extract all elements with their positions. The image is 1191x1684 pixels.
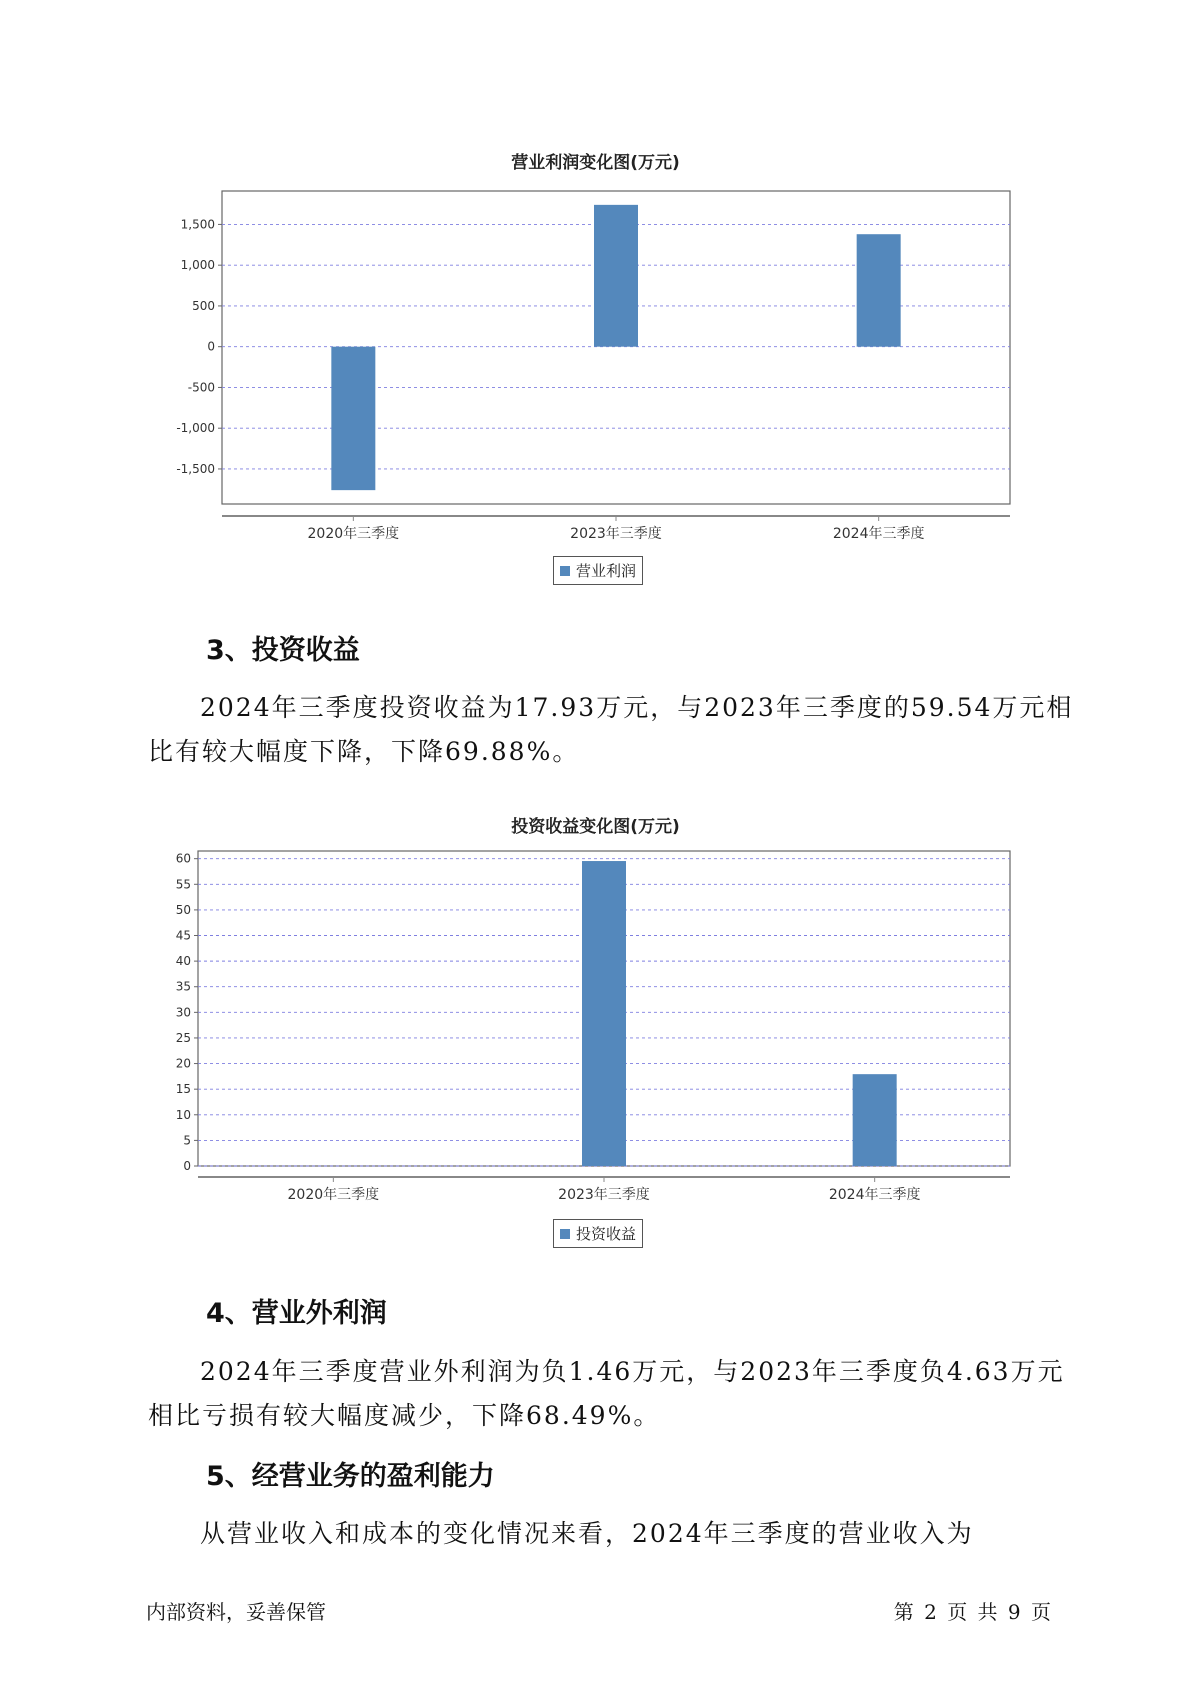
x-tick-label: 2020年三季度	[287, 1187, 380, 1203]
y-tick-label: 10	[175, 1107, 191, 1122]
y-tick-label: 15	[175, 1082, 191, 1097]
y-tick-label: -1,500	[176, 461, 215, 476]
paragraph-line: 相比亏损有较大幅度减少，下降68.49%。	[148, 1401, 661, 1430]
y-tick-label: 1,500	[180, 217, 215, 232]
paragraph-line: 2024年三季度投资收益为17.93万元，与2023年三季度的59.54万元相	[200, 693, 1074, 722]
y-tick-label: 5	[183, 1133, 191, 1148]
paragraph-profitability	[148, 1512, 1048, 1556]
chart-title-operating-profit: 营业利润变化图(万元)	[511, 153, 680, 173]
y-tick-label: 60	[175, 851, 191, 866]
paragraph-line: 比有较大幅度下降，下降69.88%。	[148, 737, 580, 766]
y-tick-label: 55	[175, 877, 191, 892]
y-tick-label: -500	[187, 380, 215, 395]
y-tick-label: 500	[192, 298, 215, 313]
y-tick-label: 50	[175, 902, 191, 917]
y-tick-label: 0	[183, 1159, 191, 1173]
x-tick-label: 2023年三季度	[570, 526, 662, 542]
chart-title-investment-income: 投资收益变化图(万元)	[511, 817, 680, 837]
x-tick-label: 2023年三季度	[558, 1187, 650, 1203]
footer-confidential-note: 内部资料，妥善保管	[146, 1600, 326, 1624]
y-tick-label: 25	[175, 1030, 191, 1045]
x-tick-label: 2024年三季度	[832, 526, 925, 542]
y-tick-label: 35	[175, 979, 191, 994]
section-heading-investment-income: 3、投资收益	[206, 635, 360, 666]
x-tick-label: 2020年三季度	[307, 526, 400, 542]
section-heading-profitability: 5、经营业务的盈利能力	[206, 1461, 495, 1492]
legend-label: 营业利润	[576, 562, 637, 580]
y-tick-label: 1,000	[180, 258, 215, 273]
chart-legend-investment-income	[553, 1219, 643, 1248]
y-tick-label: -1,000	[176, 421, 215, 436]
y-tick-label: 0	[207, 339, 215, 354]
y-tick-label: 30	[175, 1005, 191, 1020]
bar	[853, 1074, 897, 1166]
legend-label: 投资收益	[576, 1225, 637, 1243]
paragraph-line: 从营业收入和成本的变化情况来看，2024年三季度的营业收入为	[200, 1519, 974, 1548]
y-tick-label: 45	[175, 928, 191, 943]
paragraph-line: 2024年三季度营业外利润为负1.46万元，与2023年三季度负4.63万元	[200, 1357, 1065, 1386]
footer-page-number: 第 2 页 共 9 页	[893, 1600, 1051, 1624]
legend-swatch	[560, 1229, 570, 1239]
y-tick-label: 40	[175, 954, 191, 969]
section-heading-non-operating-profit: 4、营业外利润	[206, 1298, 387, 1329]
x-tick-label: 2024年三季度	[828, 1187, 921, 1203]
paragraph-non-operating-profit	[148, 1350, 1065, 1438]
y-tick-label: 20	[175, 1056, 191, 1071]
bar	[582, 861, 626, 1166]
